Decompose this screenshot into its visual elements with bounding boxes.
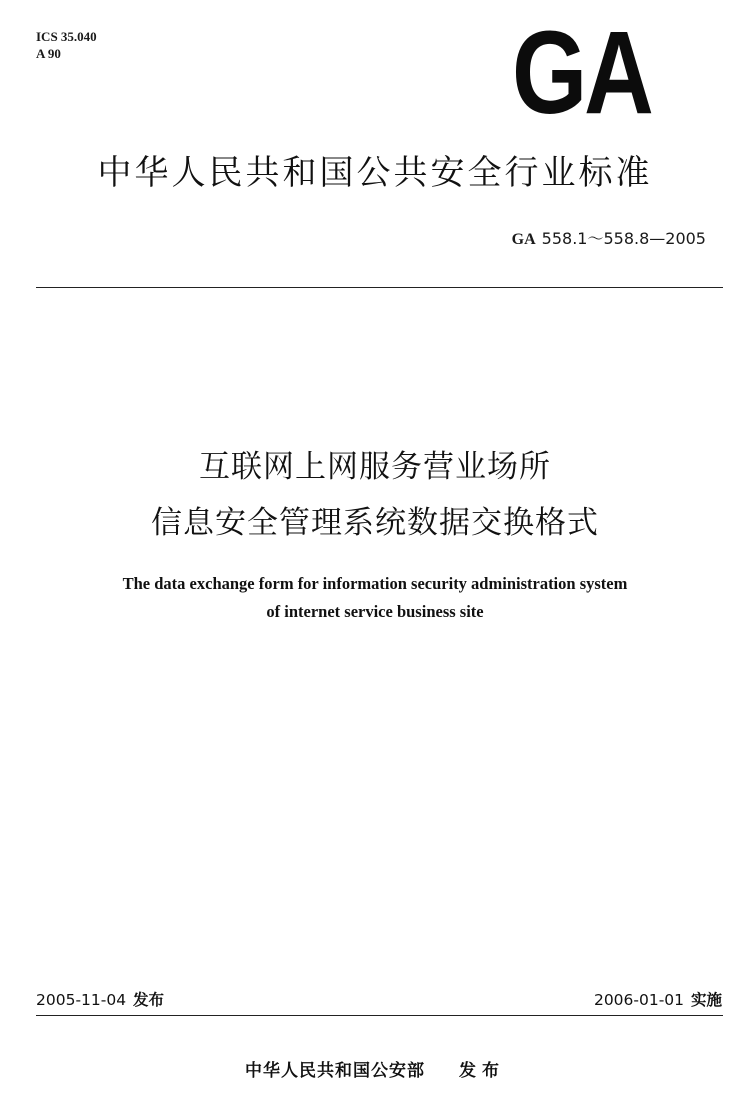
english-title-line-2: of internet service business site — [266, 602, 484, 621]
chinese-title-line-2: 信息安全管理系统数据交换格式 — [151, 505, 599, 541]
ics-code: ICS 35.040 — [36, 29, 97, 44]
publisher-action: 发布 — [459, 1061, 505, 1081]
publisher-name: 中华人民共和国公安部 — [245, 1061, 425, 1081]
classification-block — [36, 28, 97, 62]
issue-date-value: 2005-11-04 — [36, 991, 127, 1009]
ga-logo: GA — [512, 7, 651, 139]
chinese-title-line-1: 互联网上网服务营业场所 — [199, 449, 551, 485]
issue-date-label: 发布 — [133, 991, 165, 1009]
publisher-line — [0, 1056, 750, 1081]
ccs-code: A 90 — [36, 46, 61, 61]
implement-date-value: 2006-01-01 — [593, 991, 685, 1009]
standard-title: 中华人民共和国公共安全行业标准 — [97, 153, 653, 193]
standard-code — [512, 226, 706, 249]
implement-date-label: 实施 — [690, 991, 722, 1009]
issue-date — [36, 988, 164, 1010]
bottom-divider — [36, 1015, 723, 1016]
standard-code-prefix: GA — [511, 231, 536, 248]
english-title-line-1: The data exchange form for information security administration system — [122, 574, 628, 593]
top-divider — [36, 287, 723, 288]
implement-date — [594, 988, 722, 1010]
standard-code-number: 558.1～558.8—2005 — [541, 229, 706, 248]
